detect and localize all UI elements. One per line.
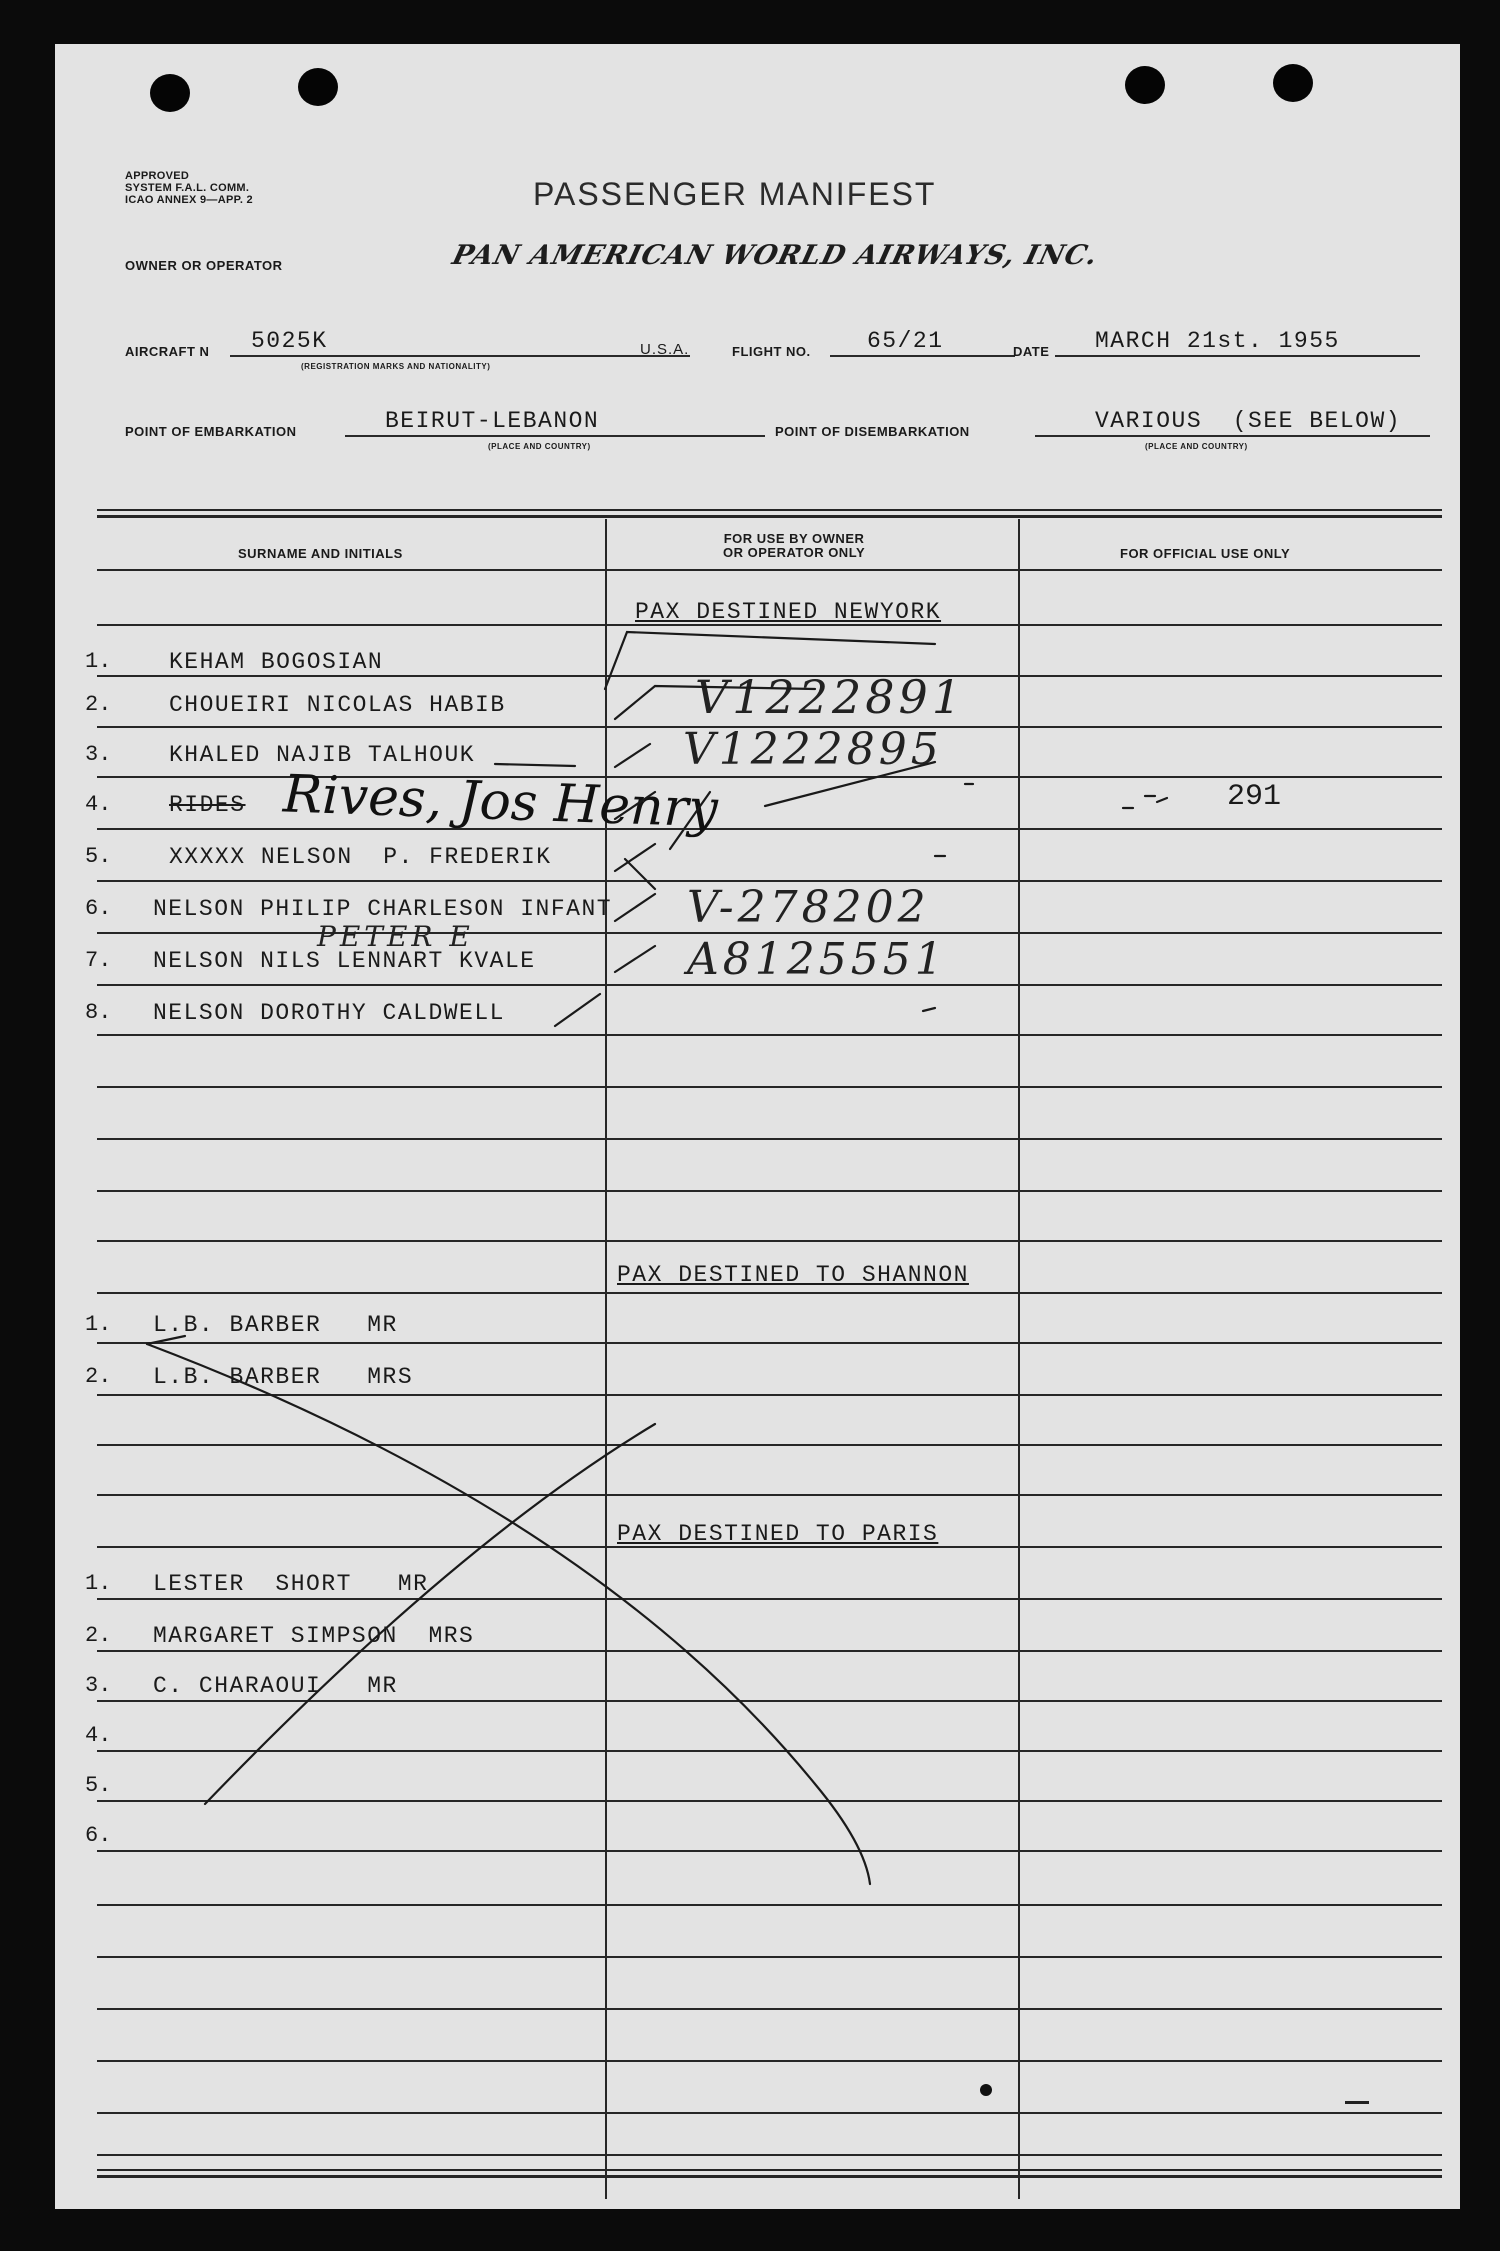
- date-value: MARCH 21st. 1955: [1095, 328, 1340, 354]
- flight-value: 65/21: [867, 328, 944, 354]
- section-heading-paris: PAX DESTINED TO PARIS: [617, 1521, 939, 1547]
- handwritten-code-row6: V-278202: [687, 882, 930, 933]
- disembarkation-caption: (PLACE AND COUNTRY): [1145, 442, 1248, 451]
- row-number: 7.: [85, 948, 112, 973]
- passenger-name: NELSON NILS LENNART KVALE: [153, 948, 536, 974]
- check-mark: [605, 632, 935, 689]
- embarkation-value: BEIRUT-LEBANON: [385, 408, 600, 434]
- section-heading-shannon: PAX DESTINED TO SHANNON: [617, 1262, 969, 1288]
- passenger-name: KEHAM BOGOSIAN: [169, 649, 384, 675]
- page-title: PASSENGER MANIFEST: [533, 176, 937, 212]
- column-header-owner-use: FOR USE BY OWNER OR OPERATOR ONLY: [723, 531, 866, 560]
- aircraft-value: 5025K: [251, 328, 328, 354]
- row-number: 1.: [85, 1312, 112, 1337]
- handwritten-overwrite-row7: PETER E: [317, 920, 474, 953]
- check-mark: [615, 744, 650, 767]
- column-header-official-use: FOR OFFICIAL USE ONLY: [1120, 546, 1291, 561]
- approval-note: APPROVED SYSTEM F.A.L. COMM. ICAO ANNEX 9—APP. 2: [125, 170, 253, 206]
- flight-label: FLIGHT NO.: [732, 344, 811, 359]
- manifest-sheet: [55, 44, 1460, 2209]
- row-number: 2.: [85, 1364, 112, 1389]
- usa-label: U.S.A.: [640, 341, 690, 358]
- column-header-surname: SURNAME AND INITIALS: [238, 546, 403, 561]
- handwritten-name-row4: Rives, Jos Henry: [282, 764, 719, 840]
- embarkation-label: POINT OF EMBARKATION: [125, 424, 297, 439]
- check-mark: [615, 686, 815, 719]
- disembarkation-label: POINT OF DISEMBARKATION: [775, 424, 970, 439]
- check-mark: [615, 946, 655, 972]
- passenger-name: KHALED NAJIB TALHOUK: [169, 742, 476, 768]
- row-number: 3.: [85, 742, 112, 767]
- passenger-name: XXXXX NELSON P. FREDERIK: [169, 844, 552, 870]
- row-number: 6.: [85, 1823, 112, 1848]
- passenger-name: C. CHARAOUI MR: [153, 1673, 398, 1699]
- embarkation-caption: (PLACE AND COUNTRY): [488, 442, 591, 451]
- row-number: 8.: [85, 1000, 112, 1025]
- disembarkation-value: VARIOUS (SEE BELOW): [1095, 408, 1402, 434]
- passenger-name: NELSON PHILIP CHARLESON INFANT: [153, 896, 613, 922]
- check-mark: [615, 792, 655, 819]
- row-number: 2.: [85, 692, 112, 717]
- passenger-name: L.B. BARBER MRS: [153, 1364, 414, 1390]
- official-use-number: 291: [1227, 780, 1282, 814]
- passenger-name: CHOUEIRI NICOLAS HABIB: [169, 692, 506, 718]
- aircraft-label: AIRCRAFT N: [125, 344, 210, 359]
- row-number: 2.: [85, 1623, 112, 1648]
- handwritten-code-row2: V1222891: [695, 670, 966, 724]
- handwritten-code-row7: A8125551: [687, 934, 947, 985]
- section-heading-newyork: PAX DESTINED NEWYORK: [635, 599, 942, 625]
- pen-strokes: [55, 44, 1460, 2209]
- check-mark: [615, 894, 655, 921]
- passenger-name: NELSON DOROTHY CALDWELL: [153, 1000, 505, 1026]
- aircraft-caption: (REGISTRATION MARKS AND NATIONALITY): [301, 362, 491, 371]
- passenger-name: MARGARET SIMPSON MRS: [153, 1623, 475, 1649]
- row-number: 3.: [85, 1673, 112, 1698]
- row-number: 4.: [85, 792, 112, 817]
- owner-value: PAN AMERICAN WORLD AIRWAYS, INC.: [449, 240, 1102, 271]
- row-number: 6.: [85, 896, 112, 921]
- passenger-name: L.B. BARBER MR: [153, 1312, 398, 1338]
- row-number: 1.: [85, 1571, 112, 1596]
- handwritten-code-row3: V1222895: [683, 724, 943, 775]
- date-label: DATE: [1013, 344, 1050, 359]
- check-mark: [615, 844, 655, 871]
- passenger-name: LESTER SHORT MR: [153, 1571, 429, 1597]
- row-number: 1.: [85, 649, 112, 674]
- check-mark: [555, 994, 600, 1026]
- owner-label: OWNER OR OPERATOR: [125, 258, 283, 273]
- passenger-name: RIDES: [169, 792, 246, 818]
- row-number: 5.: [85, 1773, 112, 1798]
- row-number: 4.: [85, 1723, 112, 1748]
- row-number: 5.: [85, 844, 112, 869]
